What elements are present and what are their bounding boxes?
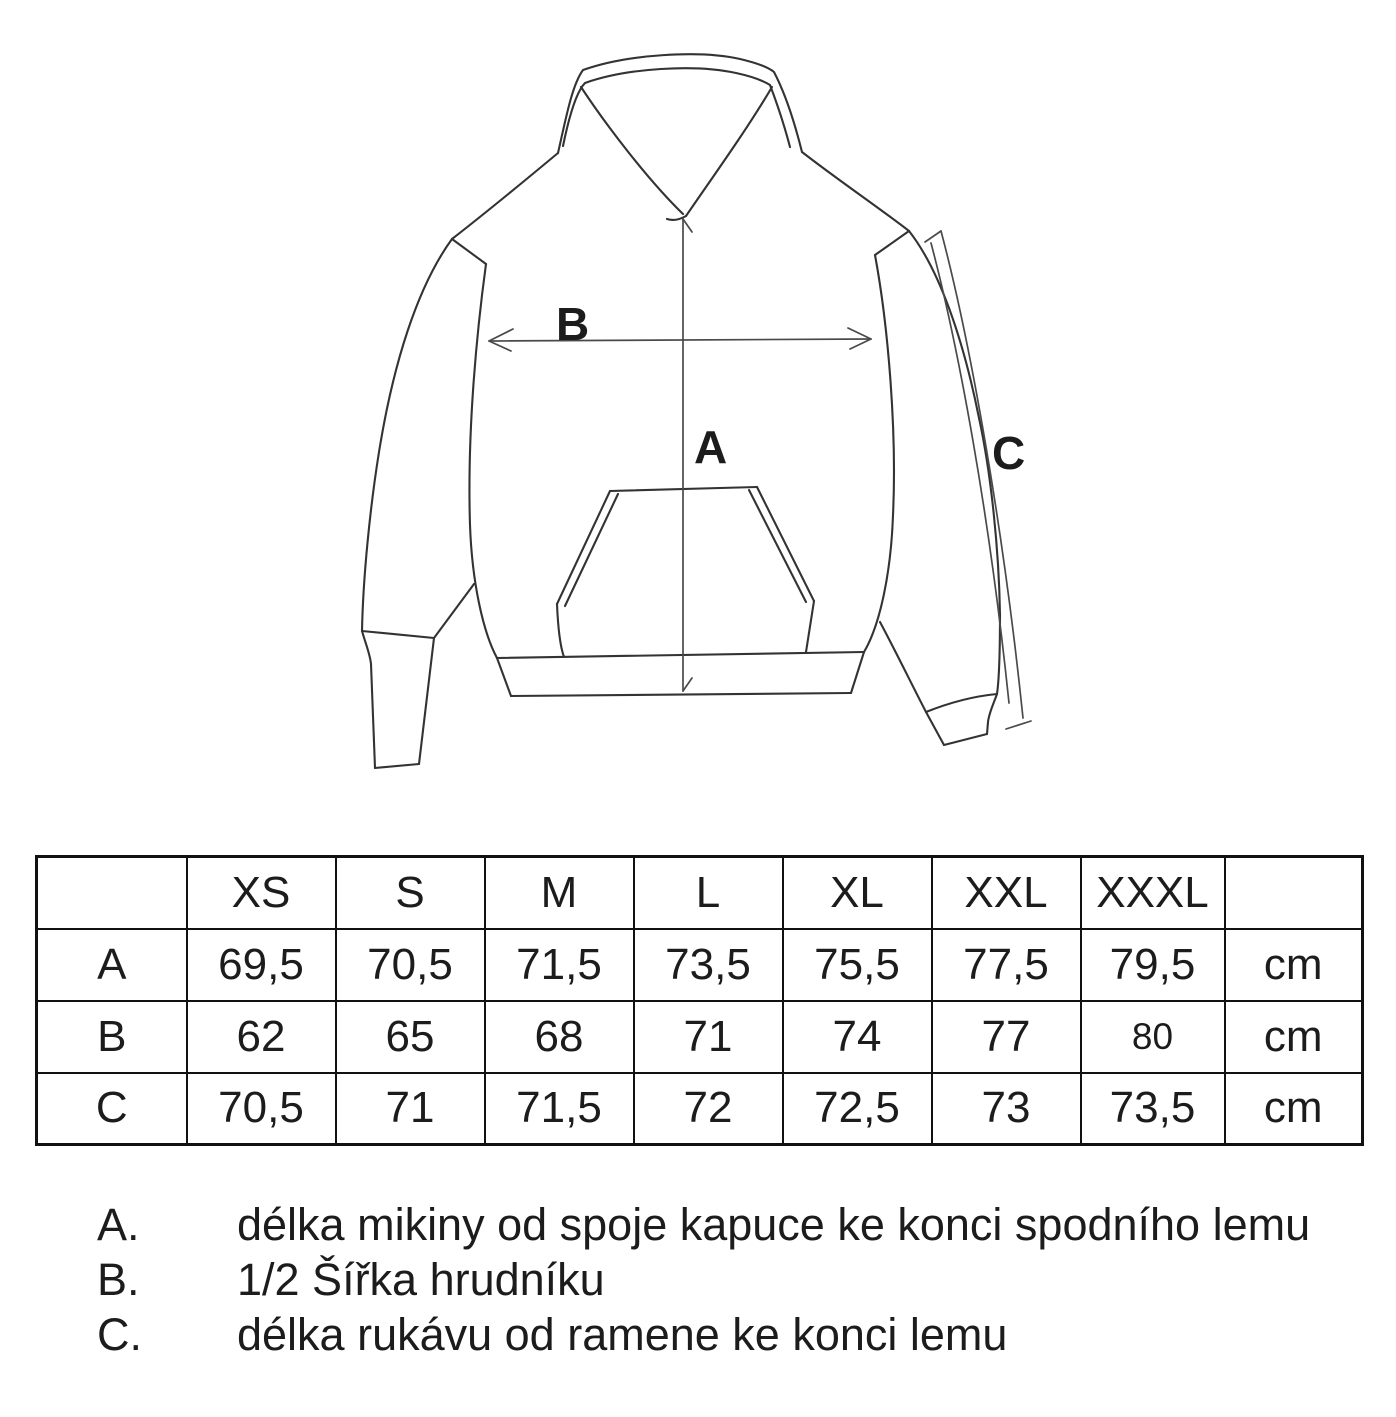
legend-description-a: délka mikiny od spoje kapuce ke konci spodního lemu bbox=[237, 1199, 1311, 1250]
size-table-row-c bbox=[37, 1073, 1363, 1145]
value-b-l: 71 bbox=[634, 1001, 783, 1073]
legend-item-b bbox=[97, 1252, 1310, 1307]
value-a-l: 73,5 bbox=[634, 929, 783, 1001]
hood-opening-right bbox=[686, 87, 772, 216]
size-header-s: S bbox=[336, 857, 485, 929]
right-armhole-seam bbox=[875, 231, 909, 255]
value-b-m: 68 bbox=[485, 1001, 634, 1073]
value-b-xl: 74 bbox=[783, 1001, 932, 1073]
left-armhole-seam bbox=[452, 239, 486, 264]
measurement-label-b: B bbox=[556, 298, 590, 350]
hood-inner-rim bbox=[563, 68, 790, 147]
pocket-left-stitch bbox=[565, 494, 618, 606]
pocket-left-edge bbox=[557, 604, 564, 657]
pocket-left-diagonal bbox=[557, 491, 610, 604]
size-header-xs: XS bbox=[187, 857, 336, 929]
hem-bottom bbox=[511, 693, 851, 696]
value-a-xl: 75,5 bbox=[783, 929, 932, 1001]
left-cuff-left-edge bbox=[362, 631, 375, 768]
pocket-right-diagonal bbox=[757, 487, 814, 601]
unit-cell-b: cm bbox=[1225, 1001, 1363, 1073]
right-shoulder-seam bbox=[802, 152, 909, 231]
left-cuff-top bbox=[362, 631, 434, 638]
value-c-xxl: 73 bbox=[932, 1073, 1081, 1145]
value-c-xxxl: 73,5 bbox=[1081, 1073, 1225, 1145]
hoodie-outline bbox=[362, 54, 1000, 768]
value-c-xl: 72,5 bbox=[783, 1073, 932, 1145]
value-b-xs: 62 bbox=[187, 1001, 336, 1073]
row-label-b: B bbox=[37, 1001, 187, 1073]
value-a-xxl: 77,5 bbox=[932, 929, 1081, 1001]
measurement-label-a: A bbox=[694, 421, 728, 473]
hood-opening-left bbox=[581, 87, 683, 214]
legend-item-c bbox=[97, 1307, 1310, 1362]
size-header-xl: XL bbox=[783, 857, 932, 929]
right-cuff-left-edge bbox=[926, 712, 944, 745]
hem-left-edge bbox=[497, 658, 511, 696]
legend-key-b: B. bbox=[97, 1254, 140, 1305]
unit-cell-a: cm bbox=[1225, 929, 1363, 1001]
right-sleeve-outer-edge bbox=[909, 231, 1000, 734]
measurement-line-b bbox=[489, 339, 871, 341]
pocket-right-edge bbox=[806, 601, 814, 652]
right-sleeve-inner-seam bbox=[880, 622, 926, 712]
legend-key-a: A. bbox=[97, 1199, 140, 1250]
right-cuff-top bbox=[926, 694, 997, 712]
left-sleeve-inner-seam bbox=[434, 584, 474, 638]
legend-description-c: délka rukávu od ramene ke konci lemu bbox=[237, 1309, 1008, 1360]
value-a-s: 70,5 bbox=[336, 929, 485, 1001]
size-header-xxxl: XXXL bbox=[1081, 857, 1225, 929]
legend-item-a bbox=[97, 1197, 1310, 1252]
left-body-side-seam bbox=[469, 264, 497, 658]
right-body-side-seam bbox=[864, 255, 894, 652]
left-sleeve-outer-edge bbox=[362, 239, 452, 631]
measurement-label-c: C bbox=[992, 427, 1026, 479]
left-cuff-bottom bbox=[375, 764, 419, 768]
value-a-xxxl: 79,5 bbox=[1081, 929, 1225, 1001]
unit-header-cell bbox=[1225, 857, 1363, 929]
measurement-legend bbox=[97, 1197, 1310, 1362]
row-label-a: A bbox=[37, 929, 187, 1001]
size-header-m: M bbox=[485, 857, 634, 929]
value-a-xs: 69,5 bbox=[187, 929, 336, 1001]
legend-description-b: 1/2 Šířka hrudníku bbox=[237, 1254, 605, 1305]
size-table-header-row bbox=[37, 857, 1363, 929]
unit-cell-c: cm bbox=[1225, 1073, 1363, 1145]
hem-top bbox=[497, 652, 864, 658]
value-a-m: 71,5 bbox=[485, 929, 634, 1001]
measurement-lines bbox=[489, 219, 1031, 729]
pocket-right-stitch bbox=[749, 490, 806, 602]
measurement-line-a-arrows bbox=[683, 219, 692, 691]
hem-right-edge bbox=[851, 652, 864, 693]
value-c-xs: 70,5 bbox=[187, 1073, 336, 1145]
value-c-s: 71 bbox=[336, 1073, 485, 1145]
value-b-s: 65 bbox=[336, 1001, 485, 1073]
legend-key-c: C. bbox=[97, 1309, 142, 1360]
value-c-l: 72 bbox=[634, 1073, 783, 1145]
measurement-line-c-cap bbox=[925, 231, 941, 242]
right-cuff-bottom bbox=[944, 734, 987, 745]
value-b-xxxl: 80 bbox=[1081, 1001, 1225, 1073]
value-b-xxl: 77 bbox=[932, 1001, 1081, 1073]
left-shoulder-seam bbox=[452, 153, 558, 239]
size-table-row-b bbox=[37, 1001, 1363, 1073]
row-label-c: C bbox=[37, 1073, 187, 1145]
size-header-xxl: XXL bbox=[932, 857, 1081, 929]
size-table bbox=[35, 855, 1364, 1146]
left-cuff-right-edge bbox=[419, 638, 434, 764]
size-table-row-a bbox=[37, 929, 1363, 1001]
value-c-m: 71,5 bbox=[485, 1073, 634, 1145]
measurement-line-c-tick bbox=[1006, 721, 1031, 729]
corner-cell bbox=[37, 857, 187, 929]
size-header-l: L bbox=[634, 857, 783, 929]
